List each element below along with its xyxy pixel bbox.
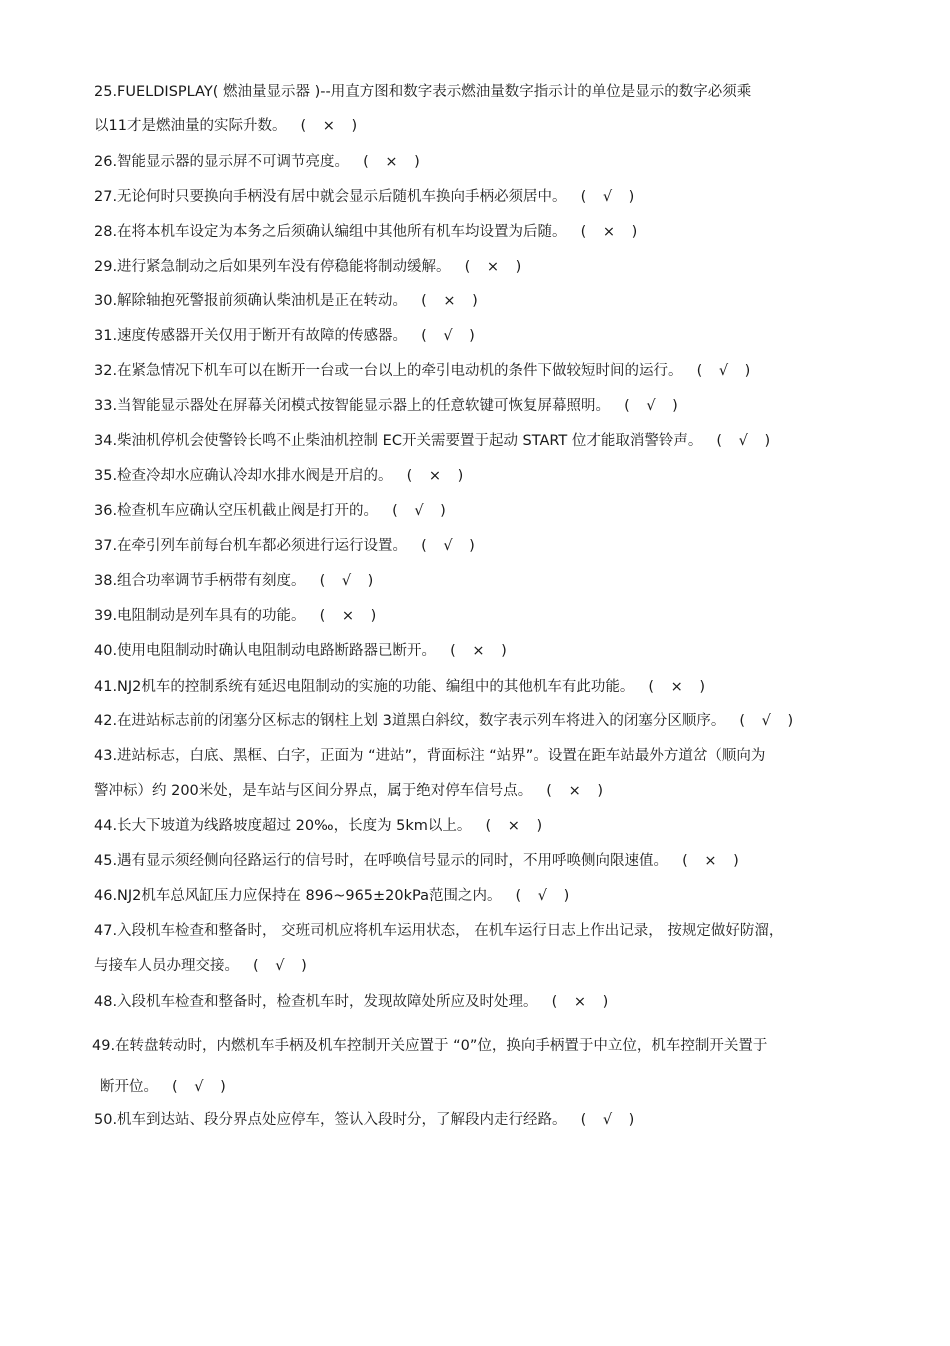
answer-mark: ( √ ): [253, 958, 313, 974]
answer-mark: ( × ): [421, 293, 484, 309]
question-25-line-1: 25.FUELDISPLAY( 燃油量显示器 )--用直方图和数字表示燃油量数字指示计的单位是显示的数字必须乘: [94, 84, 752, 100]
answer-mark: ( √ ): [696, 363, 757, 379]
answer-mark: ( × ): [580, 224, 644, 240]
answer-mark: ( √ ): [580, 189, 641, 205]
question-40: 40.使用电阻制动时确认电阻制动电路断路器已断开。 ( × ): [94, 643, 513, 659]
answer-mark: ( √ ): [421, 538, 481, 554]
answer-mark: ( √ ): [392, 503, 452, 519]
question-43-line-1: 43.进站标志，白底、黑框、白字，正面为 “进站”，背面标注 “站界”。设置在距车站最外方道岔（顺向为: [94, 748, 766, 764]
question-32: 32.在紧急情况下机车可以在断开一台或一台以上的牵引电动机的条件下做较短时间的运行。 ( √ ): [94, 363, 757, 379]
answer-mark: ( √ ): [716, 433, 777, 449]
question-28: 28.在将本机车设定为本务之后须确认编组中其他所有机车均设置为后随。 ( × ): [94, 224, 644, 240]
question-44: 44.长大下坡道为线路坡度超过 20‰，长度为 5km以上。 ( × ): [94, 818, 549, 834]
answer-mark: ( √ ): [739, 713, 800, 729]
question-49-line-1: 49.在转盘转动时，内燃机车手柄及机车控制开关应置于 “0”位，换向手柄置于中立位，机车控制开关置于: [92, 1038, 768, 1054]
answer-mark: ( × ): [300, 118, 364, 134]
answer-mark: ( × ): [363, 154, 426, 170]
question-41: 41.NJ2机车的控制系统有延迟电阻制动的实施的功能、编组中的其他机车有此功能。 ( × ): [94, 679, 712, 695]
question-25-line-2: 以11才是燃油量的实际升数。 ( × ): [94, 118, 364, 134]
answer-mark: ( × ): [648, 679, 712, 695]
question-43-line-2: 警冲标）约 200米处，是车站与区间分界点，属于绝对停车信号点。 ( × ): [94, 783, 609, 799]
answer-mark: ( × ): [682, 853, 745, 869]
question-26: 26.智能显示器的显示屏不可调节亮度。 ( × ): [94, 154, 426, 170]
question-49-line-2: 断开位。 ( √ ): [100, 1079, 232, 1095]
question-35: 35.检查冷却水应确认冷却水排水阀是开启的。 ( × ): [94, 468, 470, 484]
question-45: 45.遇有显示须经侧向径路运行的信号时，在呼唤信号显示的同时，不用呼唤侧向限速值。 ( × ): [94, 853, 745, 869]
answer-mark: ( √ ): [319, 573, 380, 589]
answer-mark: ( × ): [485, 818, 549, 834]
question-50: 50.机车到达站、段分界点处应停车，签认入段时分，了解段内走行经路。 ( √ ): [94, 1112, 641, 1128]
question-30: 30.解除轴抱死警报前须确认柴油机是正在转动。 ( × ): [94, 293, 484, 309]
question-48: 48.入段机车检查和整备时，检查机车时，发现故障处所应及时处理。 ( × ): [94, 994, 615, 1010]
answer-mark: ( × ): [450, 643, 513, 659]
question-47-line-2: 与接车人员办理交接。 ( √ ): [94, 958, 313, 974]
question-42: 42.在进站标志前的闭塞分区标志的钢柱上划 3道黑白斜纹，数字表示列车将进入的闭塞分区顺序。 ( √ ): [94, 713, 800, 729]
answer-mark: ( √ ): [624, 398, 684, 414]
answer-mark: ( × ): [319, 608, 383, 624]
question-46: 46.NJ2机车总风缸压力应保持在 896~965±20kPa范围之内。 ( √ ): [94, 888, 576, 904]
question-36: 36.检查机车应确认空压机截止阀是打开的。 ( √ ): [94, 503, 452, 519]
answer-mark: ( × ): [551, 994, 615, 1010]
answer-mark: ( √ ): [172, 1079, 232, 1095]
question-47-line-1: 47.入段机车检查和整备时， 交班司机应将机车运用状态， 在机车运行日志上作出记录， 按规定做好防溜，: [94, 923, 784, 939]
answer-mark: ( √ ): [580, 1112, 641, 1128]
question-37: 37.在牵引列车前每台机车都必须进行运行设置。 ( √ ): [94, 538, 481, 554]
question-38: 38.组合功率调节手柄带有刻度。 ( √ ): [94, 573, 380, 589]
question-33: 33.当智能显示器处在屏幕关闭模式按智能显示器上的任意软键可恢复屏幕照明。 ( √ ): [94, 398, 684, 414]
answer-mark: ( × ): [406, 468, 470, 484]
question-39: 39.电阻制动是列车具有的功能。 ( × ): [94, 608, 383, 624]
answer-mark: ( × ): [464, 259, 528, 275]
question-34: 34.柴油机停机会使警铃长鸣不止柴油机控制 EC开关需要置于起动 START 位才能取消警铃声。 ( √ ): [94, 433, 777, 449]
question-27: 27.无论何时只要换向手柄没有居中就会显示后随机车换向手柄必须居中。 ( √ ): [94, 189, 641, 205]
question-29: 29.进行紧急制动之后如果列车没有停稳能将制动缓解。 ( × ): [94, 259, 528, 275]
answer-mark: ( √ ): [515, 888, 576, 904]
answer-mark: ( × ): [546, 783, 609, 799]
answer-mark: ( √ ): [421, 328, 481, 344]
question-31: 31.速度传感器开关仅用于断开有故障的传感器。 ( √ ): [94, 328, 481, 344]
